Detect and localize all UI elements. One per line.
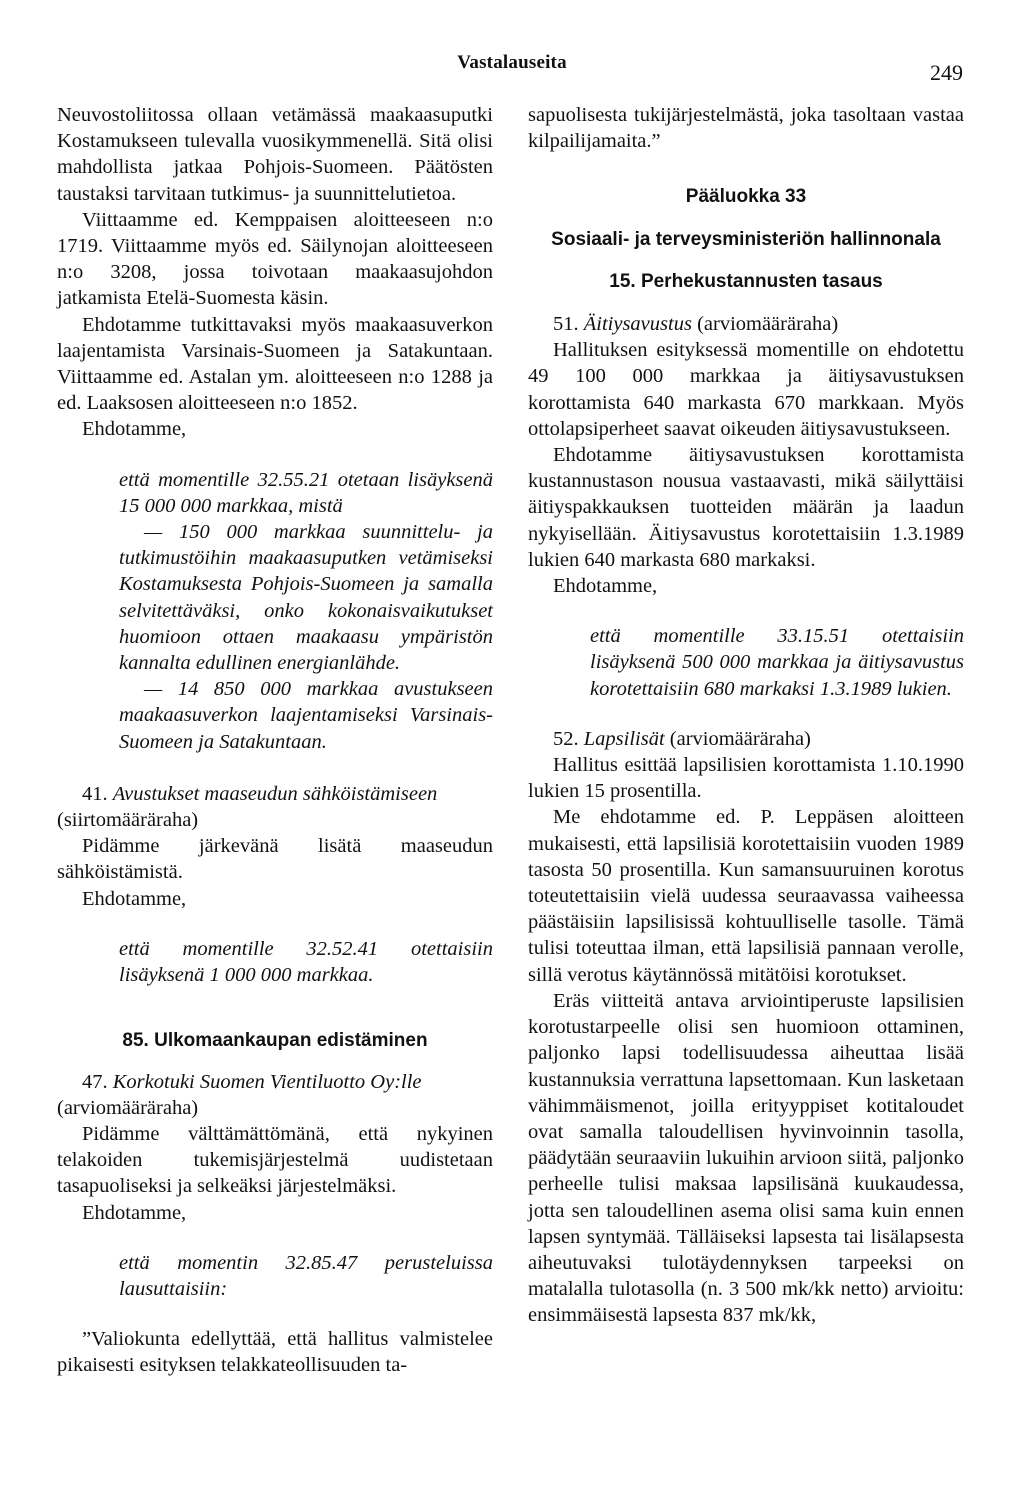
item-title xyxy=(528,726,964,752)
paragraph: Neuvostoliitossa ollaan vetämässä maakaasuputki Kostamukseen tulevalla vuosikymmenellä. Sitä olisi mahdollista jatkaa Pohjois-Suomeen. Päätösten taustaksi tarvitaan tutkimus- ja suunnittelutietoa. xyxy=(57,104,493,205)
section-heading: 15. Perhekustannusten tasaus xyxy=(609,270,883,292)
item-type: (arviomääräraha) xyxy=(697,313,839,336)
paragraph: Ehdotamme äitiysavustuksen korottamista kustannustason nousua vastaavasti, mikä säilyttäisi äitiyspakkauksen tuotteiden määrän ja laadun nykyisellään. Äitiysavustus korotettaisiin 1.3.1989 lukien 640 markasta 680 markaksi. xyxy=(528,444,964,571)
item-number: 52. xyxy=(553,727,579,750)
paragraph: Viittaamme ed. Kemppaisen aloitteeseen n:o 1719. Viittaamme myös ed. Säilynojan aloitteeseen n:o 3208, jossa toivotaan maakaasujohdon jatkamista Etelä-Suomesta käsin. xyxy=(57,208,493,310)
item-name: Korkotuki Suomen Vientiluotto Oy:lle xyxy=(112,1070,422,1093)
ministry-heading: Sosiaali- ja terveysministeriön hallinnonala xyxy=(551,228,941,250)
proposal-line: — 14 850 000 markkaa avustukseen maakaasuverkon laajentamiseksi Varsinais-Suomeen ja Satakuntaan. xyxy=(119,678,493,753)
item-number: 51. xyxy=(553,313,579,336)
proposal-text: että momentin 32.85.47 perusteluissa lausuttaisiin: xyxy=(119,1251,493,1300)
section-heading: 85. Ulkomaankaupan edistäminen xyxy=(122,1030,428,1052)
paragraph: Pidämme välttämättömänä, että nykyinen telakoiden tukemisjärjestelmä uudistetaan tasapuoliseksi ja selkeäksi järjestelmäksi. xyxy=(57,1122,493,1198)
item-type: (arviomääräraha) xyxy=(669,727,811,750)
paragraph: Eräs viitteitä antava arviointiperuste lapsilisien korotustarpeelle olisi sen huomioon ottaminen, paljonko lapsi todellisuudessa aiheuttaa lisää kustannuksia verrattuna lapsettomaan. Kun lasketaan vähimmäismenot, joilla erityyppiset kotitaloudet ovat samalla taloudellisen hyvinvoinnin tasolla, päädytään seuraaviin lukuihin arvioon siitä, paljonko perheelle tulisi maksaa lapsilisänä kuukaudessa, jotta sen taloudellinen asema olisi sama kuin ennen lapsen syntymää. Tälläiseksi lapsesta tai lisälapsesta aiheutuvaksi tulotäydennyksen tarpeeksi on matalalla tulotasolla (n. 3 500 mk/kk netto) arvioitu: ensimmäisestä lapsesta 837 mk/kk, xyxy=(528,989,964,1327)
page-number: 249 xyxy=(930,60,963,85)
running-header: Vastalauseita xyxy=(457,52,567,73)
proposal-intro: Ehdotamme, xyxy=(82,418,187,441)
paragraph: ”Valiokunta edellyttää, että hallitus valmistelee pikaisesti esityksen telakkateollisuuden ta- xyxy=(57,1328,493,1377)
proposal-line: että momentille 32.55.21 otetaan lisäyksenä 15 000 000 markkaa, mistä xyxy=(119,468,493,517)
item-name: Lapsilisät xyxy=(583,727,665,750)
proposal-text: että momentille 33.15.51 otettaisiin lisäyksenä 500 000 markkaa ja äitiysavustus korotettaisiin 680 markaksi 1.3.1989 lukien. xyxy=(590,625,964,700)
item-title xyxy=(528,311,964,337)
paragraph: sapuolisesta tukijärjestelmästä, joka tasoltaan vastaa kilpailijamaita.” xyxy=(528,104,964,153)
proposal-text xyxy=(119,467,493,755)
item-name: Avustukset maaseudun sähköistämiseen xyxy=(112,782,438,805)
item-number: 41. xyxy=(82,782,108,805)
main-class-heading: Pääluokka 33 xyxy=(685,186,807,208)
proposal-text: että momentille 32.52.41 otettaisiin lisäyksenä 1 000 000 markkaa. xyxy=(119,937,493,987)
item-name: Äitiysavustus xyxy=(583,313,692,336)
item-number: 47. xyxy=(82,1070,108,1093)
paragraph: Hallitus esittää lapsilisien korottamista 1.10.1990 lukien 15 prosentilla. xyxy=(528,754,964,803)
paragraph: Ehdotamme tutkittavaksi myös maakaasuverkon laajentamista Varsinais-Suomeen ja Satakuntaan. Viittaamme ed. Astalan ym. aloitteeseen n:o 1288 ja ed. Laaksosen aloitteeseen n:o 1852. xyxy=(57,313,493,415)
item-type: (siirtomääräraha) xyxy=(57,809,199,832)
proposal-intro: Ehdotamme, xyxy=(82,1201,187,1224)
proposal-intro: Ehdotamme, xyxy=(82,887,187,910)
proposal-intro: Ehdotamme, xyxy=(553,575,658,598)
item-title xyxy=(57,781,493,833)
item-title xyxy=(57,1069,493,1121)
proposal-line: — 150 000 markkaa suunnittelu- ja tutkimustöihin maakaasuputken vetämiseksi Kostamuksesta Pohjois-Suomeen ja samalla selvitettäväksi, onko kokonaisvaikutukset huomioon ottaen maakaasu ympäristön kannalta edullinen energianlähde. xyxy=(119,521,493,675)
paragraph: Hallituksen esityksessä momentille on ehdotettu 49 100 000 markkaa ja äitiysavustuksen korottamista 640 markasta 670 markkaan. Myös ottolapsiperheet saavat oikeuden äitiysavustukseen. xyxy=(528,339,964,440)
paragraph: Pidämme järkevänä lisätä maaseudun sähköistämistä. xyxy=(57,835,493,884)
right-column xyxy=(528,102,964,1329)
left-column xyxy=(57,102,493,1379)
paragraph: Me ehdotamme ed. P. Leppäsen aloitteen mukaisesti, että lapsilisiä korotettaisiin vuoden 1989 tasosta 50 prosentilla. Kun samansuuruinen korotus toteutettaisiin vielä uudessa seuraavassa vaiheessa päästäisiin lapsilisissä kohtuulliselle tasolle. Tämä tulisi toteuttaa ilman, että lapsilisiä pannaan verolle, sillä verotus käytännössä mitätöisi korotukset. xyxy=(528,806,964,986)
item-type: (arviomääräraha) xyxy=(57,1096,199,1119)
